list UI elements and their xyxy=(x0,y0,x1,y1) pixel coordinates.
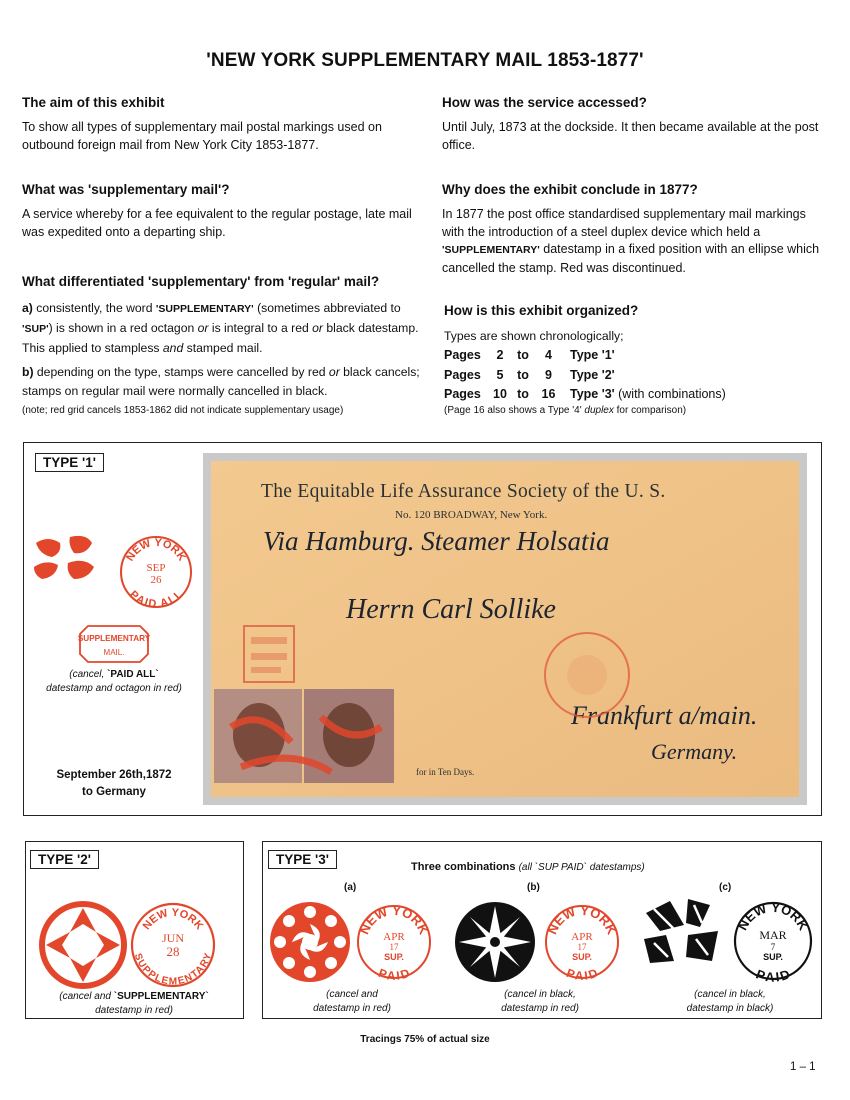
type3a-cancel-icon xyxy=(268,900,352,984)
cover-title: The Equitable Life Assurance Society of the U. S. xyxy=(261,481,666,502)
type3c-cancel-icon xyxy=(640,895,732,967)
table-row: Pages 2 to 4 Type '1' xyxy=(444,348,615,363)
type3c-ds-top: NEW YORK xyxy=(734,900,812,933)
cover-boxed-handstamp-icon xyxy=(241,623,297,685)
type3b-ds-day: 17 xyxy=(577,942,587,952)
type1-date: September 26th,1872 to Germany xyxy=(56,769,172,798)
type3-heading: Three combinations (all `SUP PAID` datestamps) xyxy=(411,861,645,873)
type2-caption: (cancel and `SUPPLEMENTARY` datestamp in red) xyxy=(59,991,209,1016)
left-column xyxy=(22,95,422,154)
type3b-cancel-icon xyxy=(453,900,537,984)
type3c-caption: (cancel in black, datestamp in black) xyxy=(686,989,774,1014)
type3a-caption: (cancel and datestamp in red) xyxy=(313,989,391,1014)
what-heading: What was 'supplementary mail'? xyxy=(22,182,230,197)
org-heading: How is this exhibit organized? xyxy=(444,303,639,318)
aim-text: To show all types of supplementary mail postal markings used on outbound foreign mail from New York City 1853-1877. xyxy=(22,120,382,152)
cover-script-line4: Germany. xyxy=(651,739,738,764)
type1-ds-bottom: PAID ALL xyxy=(127,588,185,610)
diff-note: (note; red grid cancels 1853-1862 did not indicate supplementary usage) xyxy=(22,405,344,416)
type3b-ds-top: NEW YORK xyxy=(544,903,620,937)
type1-oct-line2: MAIL. xyxy=(103,648,125,657)
type3b-ds-bottom: PAID xyxy=(564,965,600,981)
type3b-caption: (cancel in black, datestamp in red) xyxy=(501,989,579,1014)
type3a-ds-bottom: PAID xyxy=(376,965,412,981)
type3c-ds-day: 7 xyxy=(770,942,776,952)
type3-label-b: (b) xyxy=(527,882,540,893)
svg-text:NEW YORK xyxy=(124,537,188,563)
type3-label-c: (c) xyxy=(719,882,732,893)
type1-datestamp-icon xyxy=(118,534,194,610)
org-note: (Page 16 also shows a Type '4' duplex for comparison) xyxy=(444,405,687,416)
type3c-ds-sup: SUP. xyxy=(763,952,783,962)
type3a-ds-day: 17 xyxy=(389,942,399,952)
diff-b: b) depending on the type, stamps were cancelled by red or black cancels; stamps on regular mail were normally cancelled in black. xyxy=(22,365,420,398)
type1-ds-day: 26 xyxy=(150,574,162,586)
type3c-ds-bottom: PAID xyxy=(753,966,792,982)
how-heading: How was the service accessed? xyxy=(442,95,647,110)
diff-heading: What differentiated 'supplementary' from 'regular' mail? xyxy=(22,274,380,289)
stamps-image xyxy=(211,687,399,785)
type2-ds-bottom: SUPPLEMENTARY xyxy=(131,951,215,988)
type3a-ds-sup: SUP. xyxy=(384,952,404,962)
org-section xyxy=(444,303,829,417)
type3-tag: TYPE '3' xyxy=(268,850,337,869)
type3b-ds-month: APR xyxy=(571,931,593,943)
type2-tag: TYPE '2' xyxy=(30,850,99,869)
how-text: Until July, 1873 at the dockside. It then became available at the post office. xyxy=(442,120,819,152)
diff-section xyxy=(22,274,427,417)
type1-cancel-icon xyxy=(30,533,115,583)
type3b-datestamp-icon xyxy=(543,903,621,981)
type1-ds-month: SEP xyxy=(146,562,166,574)
what-section xyxy=(22,182,422,241)
why-section xyxy=(442,182,827,277)
cover-address: No. 120 BROADWAY, New York. xyxy=(395,509,548,521)
cover-ten-days: for in Ten Days. xyxy=(416,767,475,777)
page-title: 'NEW YORK SUPPLEMENTARY MAIL 1853-1877' xyxy=(206,50,644,71)
why-heading: Why does the exhibit conclude in 1877? xyxy=(442,182,698,197)
svg-text:PAID xyxy=(564,966,599,981)
type1-octagon-icon xyxy=(78,624,150,664)
svg-text:PAID xyxy=(754,966,792,982)
envelope-image xyxy=(203,453,807,805)
what-text: A service whereby for a fee equivalent to the regular postage, late mail was expedited onto a departing ship. xyxy=(22,207,412,239)
why-text: In 1877 the post office standardised supplementary mail markings with the introduction of a steel duplex device which held a 'SUPPLEMENTARY' datestamp in a fixed position with an ellipse which cancelled the stamp. Red was discontinued. xyxy=(442,207,820,275)
type2-cancel-icon xyxy=(38,900,128,990)
type1-tag: TYPE '1' xyxy=(35,453,104,472)
type3a-ds-month: APR xyxy=(383,931,405,943)
page-number: 1 – 1 xyxy=(790,1061,816,1073)
table-row: Pages 5 to 9 Type '2' xyxy=(444,367,615,382)
type3-label-a: (a) xyxy=(344,882,357,893)
svg-text:PAID xyxy=(376,966,411,981)
type3a-ds-top: NEW YORK xyxy=(356,903,432,937)
org-table xyxy=(444,346,726,405)
how-section xyxy=(442,95,827,154)
type1-oct-line1: SUPPLEMENTARY xyxy=(78,634,150,643)
type3c-datestamp-icon xyxy=(732,900,814,982)
type2-ds-month: JUN xyxy=(161,931,185,945)
type1-ds-top: NEW YORK xyxy=(124,536,188,564)
type3b-ds-sup: SUP. xyxy=(572,952,592,962)
type1-caption: (cancel, `PAID ALL` datestamp and octagon in red) xyxy=(46,669,182,694)
cover-script-line2: Herrn Carl Sollike xyxy=(346,594,556,625)
type2-ds-day: 28 xyxy=(166,944,180,959)
type3a-datestamp-icon xyxy=(355,903,433,981)
diff-a: a) consistently, the word 'SUPPLEMENTARY' (sometimes abbreviated to 'SUP') is shown in a red octagon or is integral to a red or black datestamp. This applied to stampless and stamped mail. xyxy=(22,301,419,355)
org-intro: Types are shown chronologically; xyxy=(444,329,624,343)
cover-script-line3: Frankfurt a/main. xyxy=(571,701,758,730)
cover-script-line1: Via Hamburg. Steamer Holsatia xyxy=(263,526,610,556)
table-row: Pages 10 to 16 Type '3' (with combinations) xyxy=(444,387,726,402)
type3c-ds-month: MAR xyxy=(759,928,787,942)
tracings-note: Tracings 75% of actual size xyxy=(360,1034,490,1045)
type2-ds-top: NEW YORK xyxy=(140,906,206,933)
cover-datestamp-icon xyxy=(539,627,635,723)
aim-heading: The aim of this exhibit xyxy=(22,95,165,110)
type2-datestamp-icon xyxy=(128,900,218,990)
